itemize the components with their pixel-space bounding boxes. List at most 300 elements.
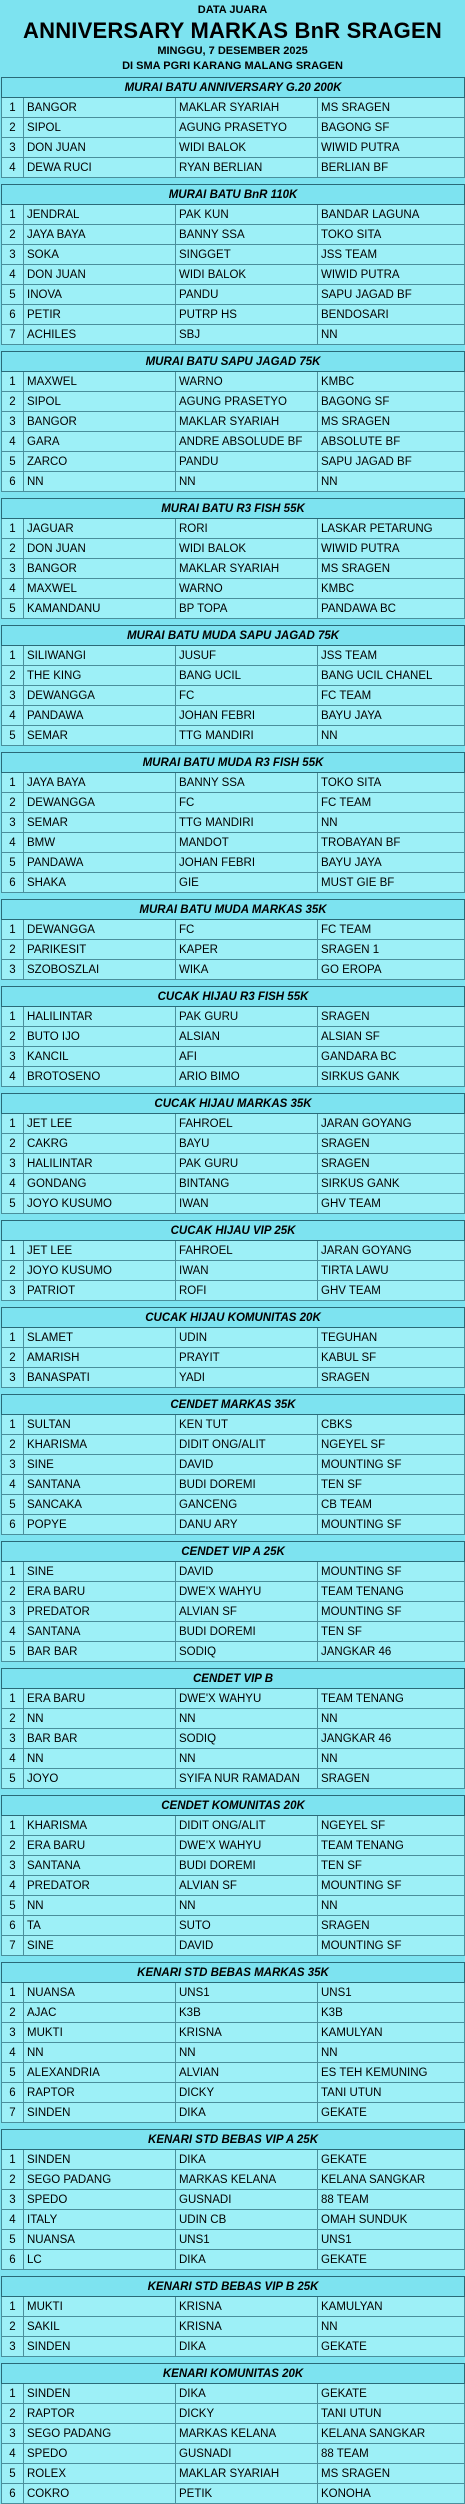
team-cell: NGEYEL SF	[318, 1435, 465, 1455]
team-cell: GHV TEAM	[318, 1194, 465, 1214]
team-cell: KELANA SANGKAR	[318, 2170, 465, 2190]
table-row	[2, 1007, 465, 1027]
rank-cell: 2	[2, 940, 24, 960]
table-row	[2, 392, 465, 412]
owner-cell: MAKLAR SYARIAH	[176, 559, 318, 579]
bird-name-cell: SEMAR	[24, 813, 176, 833]
rank-cell: 4	[2, 1749, 24, 1769]
rank-cell: 4	[2, 265, 24, 285]
team-cell: TOKO SITA	[318, 225, 465, 245]
category-table	[1, 1220, 465, 1301]
team-cell: NN	[318, 1749, 465, 1769]
table-row	[2, 305, 465, 325]
table-row	[2, 2404, 465, 2424]
team-cell: BAGONG SF	[318, 118, 465, 138]
bird-name-cell: ALEXANDRIA	[24, 2063, 176, 2083]
bird-name-cell: ERA BARU	[24, 1582, 176, 1602]
team-cell: NN	[318, 1709, 465, 1729]
rank-cell: 3	[2, 2023, 24, 2043]
owner-cell: BANG UCIL	[176, 666, 318, 686]
bird-name-cell: NN	[24, 472, 176, 492]
bird-name-cell: DEWANGGA	[24, 686, 176, 706]
owner-cell: PANDU	[176, 452, 318, 472]
bird-name-cell: SINE	[24, 1562, 176, 1582]
team-cell: TROBAYAN BF	[318, 833, 465, 853]
bird-name-cell: SINE	[24, 1455, 176, 1475]
team-cell: BAYU JAYA	[318, 706, 465, 726]
category-title: MURAI BATU SAPU JAGAD 75K	[2, 352, 465, 372]
bird-name-cell: SPEDO	[24, 2190, 176, 2210]
bird-name-cell: SOKA	[24, 245, 176, 265]
bird-name-cell: RAPTOR	[24, 2083, 176, 2103]
table-row	[2, 2384, 465, 2404]
bird-name-cell: AMARISH	[24, 1348, 176, 1368]
owner-cell: ALSIAN	[176, 1027, 318, 1047]
owner-cell: UDIN CB	[176, 2210, 318, 2230]
owner-cell: BUDI DOREMI	[176, 1622, 318, 1642]
owner-cell: MARKAS KELANA	[176, 2424, 318, 2444]
owner-cell: FAHROEL	[176, 1114, 318, 1134]
owner-cell: DICKY	[176, 2404, 318, 2424]
owner-cell: PRAYIT	[176, 1348, 318, 1368]
bird-name-cell: ACHILES	[24, 325, 176, 345]
bird-name-cell: KANCIL	[24, 1047, 176, 1067]
table-row	[2, 1642, 465, 1662]
bird-name-cell: BANASPATI	[24, 1368, 176, 1388]
team-cell: TANI UTUN	[318, 2404, 465, 2424]
category-table	[1, 1093, 465, 1214]
owner-cell: WIKA	[176, 960, 318, 980]
rank-cell: 2	[2, 2404, 24, 2424]
bird-name-cell: TA	[24, 1916, 176, 1936]
team-cell: GO EROPA	[318, 960, 465, 980]
bird-name-cell: BAR BAR	[24, 1642, 176, 1662]
table-row	[2, 2103, 465, 2123]
rank-cell: 7	[2, 2103, 24, 2123]
rank-cell: 2	[2, 1709, 24, 1729]
table-row	[2, 833, 465, 853]
team-cell: SRAGEN 1	[318, 940, 465, 960]
table-row	[2, 2444, 465, 2464]
table-row	[2, 265, 465, 285]
table-row	[2, 1241, 465, 1261]
owner-cell: WIDI BALOK	[176, 539, 318, 559]
bird-name-cell: JENDRAL	[24, 205, 176, 225]
header-label: DATA JUARA	[197, 4, 268, 16]
owner-cell: DANU ARY	[176, 1515, 318, 1535]
rank-cell: 1	[2, 519, 24, 539]
team-cell: GEKATE	[318, 2150, 465, 2170]
owner-cell: SODIQ	[176, 1729, 318, 1749]
bird-name-cell: DON JUAN	[24, 138, 176, 158]
owner-cell: ANDRE ABSOLUDE BF	[176, 432, 318, 452]
owner-cell: ARIO BIMO	[176, 1067, 318, 1087]
rank-cell: 3	[2, 559, 24, 579]
owner-cell: AGUNG PRASETYO	[176, 392, 318, 412]
rank-cell: 2	[2, 1435, 24, 1455]
owner-cell: PAK GURU	[176, 1007, 318, 1027]
team-cell: BAGONG SF	[318, 392, 465, 412]
team-cell: KAMULYAN	[318, 2297, 465, 2317]
rank-cell: 1	[2, 2297, 24, 2317]
team-cell: NN	[318, 2043, 465, 2063]
team-cell: ES TEH KEMUNING	[318, 2063, 465, 2083]
bird-name-cell: RAPTOR	[24, 2404, 176, 2424]
owner-cell: KRISNA	[176, 2023, 318, 2043]
rank-cell: 2	[2, 118, 24, 138]
bird-name-cell: SAKIL	[24, 2317, 176, 2337]
owner-cell: DIKA	[176, 2337, 318, 2357]
owner-cell: TTG MANDIRI	[176, 726, 318, 746]
owner-cell: WARNO	[176, 372, 318, 392]
rank-cell: 3	[2, 2424, 24, 2444]
team-cell: MOUNTING SF	[318, 1936, 465, 1956]
owner-cell: WARNO	[176, 579, 318, 599]
rank-cell: 1	[2, 773, 24, 793]
category-table	[1, 1795, 465, 1956]
table-row	[2, 2043, 465, 2063]
bird-name-cell: JOYO KUSUMO	[24, 1261, 176, 1281]
bird-name-cell: DON JUAN	[24, 539, 176, 559]
table-row	[2, 873, 465, 893]
rank-cell: 3	[2, 2190, 24, 2210]
rank-cell: 1	[2, 372, 24, 392]
owner-cell: SODIQ	[176, 1642, 318, 1662]
rank-cell: 6	[2, 2484, 24, 2504]
rank-cell: 4	[2, 1067, 24, 1087]
owner-cell: FAHROEL	[176, 1241, 318, 1261]
bird-name-cell: SULTAN	[24, 1415, 176, 1435]
team-cell: TOKO SITA	[318, 773, 465, 793]
bird-name-cell: JAYA BAYA	[24, 773, 176, 793]
owner-cell: UNS1	[176, 2230, 318, 2250]
team-cell: OMAH SUNDUK	[318, 2210, 465, 2230]
table-row	[2, 1709, 465, 1729]
rank-cell: 7	[2, 325, 24, 345]
owner-cell: NN	[176, 2043, 318, 2063]
team-cell: TEGUHAN	[318, 1328, 465, 1348]
team-cell: UNS1	[318, 2230, 465, 2250]
table-row	[2, 706, 465, 726]
table-row	[2, 666, 465, 686]
table-row	[2, 432, 465, 452]
owner-cell: ALVIAN SF	[176, 1602, 318, 1622]
owner-cell: NN	[176, 1749, 318, 1769]
owner-cell: DWE'X WAHYU	[176, 1689, 318, 1709]
table-row	[2, 1495, 465, 1515]
rank-cell: 2	[2, 2170, 24, 2190]
rank-cell: 6	[2, 472, 24, 492]
table-row	[2, 2150, 465, 2170]
team-cell: SRAGEN	[318, 1134, 465, 1154]
bird-name-cell: ROLEX	[24, 2464, 176, 2484]
owner-cell: BP TOPA	[176, 599, 318, 619]
rank-cell: 4	[2, 1622, 24, 1642]
rank-cell: 2	[2, 1027, 24, 1047]
category-title: CUCAK HIJAU R3 FISH 55K	[2, 987, 465, 1007]
team-cell: SRAGEN	[318, 1916, 465, 1936]
owner-cell: DIKA	[176, 2103, 318, 2123]
table-row	[2, 2464, 465, 2484]
rank-cell: 2	[2, 793, 24, 813]
team-cell: TEN SF	[318, 1622, 465, 1642]
rank-cell: 5	[2, 452, 24, 472]
table-row	[2, 1328, 465, 1348]
rank-cell: 1	[2, 1007, 24, 1027]
owner-cell: SYIFA NUR RAMADAN	[176, 1769, 318, 1789]
table-row	[2, 1515, 465, 1535]
bird-name-cell: BANGOR	[24, 98, 176, 118]
rank-cell: 3	[2, 1154, 24, 1174]
category-title: MURAI BATU MUDA MARKAS 35K	[2, 900, 465, 920]
bird-name-cell: GONDANG	[24, 1174, 176, 1194]
category-table	[1, 1394, 465, 1535]
rank-cell: 2	[2, 1134, 24, 1154]
team-cell: NN	[318, 1896, 465, 1916]
owner-cell: WIDI BALOK	[176, 265, 318, 285]
table-row	[2, 559, 465, 579]
rank-cell: 3	[2, 1281, 24, 1301]
rank-cell: 3	[2, 1047, 24, 1067]
category-table	[1, 899, 465, 980]
rank-cell: 6	[2, 1916, 24, 1936]
table-row	[2, 2297, 465, 2317]
rank-cell: 4	[2, 1876, 24, 1896]
table-row	[2, 285, 465, 305]
table-row	[2, 1936, 465, 1956]
owner-cell: MARKAS KELANA	[176, 2170, 318, 2190]
table-row	[2, 1582, 465, 1602]
rank-cell: 3	[2, 245, 24, 265]
table-row	[2, 960, 465, 980]
owner-cell: DAVID	[176, 1562, 318, 1582]
rank-cell: 6	[2, 873, 24, 893]
rank-cell: 3	[2, 960, 24, 980]
bird-name-cell: MUKTI	[24, 2023, 176, 2043]
table-row	[2, 2083, 465, 2103]
team-cell: MOUNTING SF	[318, 1562, 465, 1582]
owner-cell: DWE'X WAHYU	[176, 1836, 318, 1856]
rank-cell: 5	[2, 599, 24, 619]
team-cell: CBKS	[318, 1415, 465, 1435]
rank-cell: 3	[2, 1856, 24, 1876]
table-row	[2, 2250, 465, 2270]
bird-name-cell: PREDATOR	[24, 1876, 176, 1896]
owner-cell: BAYU	[176, 1134, 318, 1154]
rank-cell: 4	[2, 833, 24, 853]
category-title: CUCAK HIJAU MARKAS 35K	[2, 1094, 465, 1114]
owner-cell: AGUNG PRASETYO	[176, 118, 318, 138]
owner-cell: BANNY SSA	[176, 773, 318, 793]
table-row	[2, 2230, 465, 2250]
table-row	[2, 686, 465, 706]
category-title: CENDET MARKAS 35K	[2, 1395, 465, 1415]
category-title: CENDET VIP A 25K	[2, 1542, 465, 1562]
table-row	[2, 2003, 465, 2023]
rank-cell: 3	[2, 1368, 24, 1388]
bird-name-cell: DON JUAN	[24, 265, 176, 285]
team-cell: CB TEAM	[318, 1495, 465, 1515]
bird-name-cell: PARIKESIT	[24, 940, 176, 960]
category-table	[1, 1668, 465, 1789]
team-cell: NGEYEL SF	[318, 1816, 465, 1836]
rank-cell: 5	[2, 2063, 24, 2083]
owner-cell: DIDIT ONG/ALIT	[176, 1816, 318, 1836]
table-row	[2, 519, 465, 539]
owner-cell: FC	[176, 793, 318, 813]
rank-cell: 5	[2, 1194, 24, 1214]
table-row	[2, 1816, 465, 1836]
team-cell: MS SRAGEN	[318, 412, 465, 432]
rank-cell: 5	[2, 853, 24, 873]
bird-name-cell: AJAC	[24, 2003, 176, 2023]
bird-name-cell: JET LEE	[24, 1114, 176, 1134]
table-row	[2, 1368, 465, 1388]
owner-cell: SBJ	[176, 325, 318, 345]
team-cell: TEAM TENANG	[318, 1836, 465, 1856]
team-cell: K3B	[318, 2003, 465, 2023]
table-row	[2, 452, 465, 472]
team-cell: TEN SF	[318, 1475, 465, 1495]
rank-cell: 4	[2, 432, 24, 452]
category-table	[1, 77, 465, 178]
table-row	[2, 1896, 465, 1916]
rank-cell: 1	[2, 1114, 24, 1134]
bird-name-cell: THE KING	[24, 666, 176, 686]
rank-cell: 2	[2, 225, 24, 245]
rank-cell: 5	[2, 2230, 24, 2250]
bird-name-cell: SANCAKA	[24, 1495, 176, 1515]
rank-cell: 1	[2, 98, 24, 118]
table-row	[2, 793, 465, 813]
table-row	[2, 940, 465, 960]
owner-cell: YADI	[176, 1368, 318, 1388]
rank-cell: 3	[2, 138, 24, 158]
results-sections	[0, 77, 465, 2504]
owner-cell: RYAN BERLIAN	[176, 158, 318, 178]
team-cell: ALSIAN SF	[318, 1027, 465, 1047]
team-cell: WIWID PUTRA	[318, 265, 465, 285]
owner-cell: WIDI BALOK	[176, 138, 318, 158]
owner-cell: MAKLAR SYARIAH	[176, 412, 318, 432]
rank-cell: 2	[2, 1348, 24, 1368]
bird-name-cell: BUTO IJO	[24, 1027, 176, 1047]
category-table	[1, 351, 465, 492]
table-row	[2, 2210, 465, 2230]
event-title: ANNIVERSARY MARKAS BnR SRAGEN	[23, 18, 442, 43]
table-row	[2, 1876, 465, 1896]
team-cell: GANDARA BC	[318, 1047, 465, 1067]
bird-name-cell: CAKRG	[24, 1134, 176, 1154]
table-row	[2, 325, 465, 345]
team-cell: FC TEAM	[318, 920, 465, 940]
owner-cell: TTG MANDIRI	[176, 813, 318, 833]
table-row	[2, 118, 465, 138]
team-cell: BANG UCIL CHANEL	[318, 666, 465, 686]
rank-cell: 1	[2, 920, 24, 940]
bird-name-cell: BMW	[24, 833, 176, 853]
rank-cell: 4	[2, 579, 24, 599]
bird-name-cell: SANTANA	[24, 1856, 176, 1876]
table-row	[2, 2190, 465, 2210]
rank-cell: 2	[2, 1836, 24, 1856]
table-row	[2, 1261, 465, 1281]
owner-cell: BUDI DOREMI	[176, 1856, 318, 1876]
owner-cell: ROFI	[176, 1281, 318, 1301]
rank-cell: 1	[2, 205, 24, 225]
table-row	[2, 1281, 465, 1301]
bird-name-cell: HALILINTAR	[24, 1154, 176, 1174]
rank-cell: 4	[2, 2043, 24, 2063]
table-row	[2, 1769, 465, 1789]
rank-cell: 5	[2, 285, 24, 305]
category-title: CENDET VIP B	[2, 1669, 465, 1689]
owner-cell: AFI	[176, 1047, 318, 1067]
bird-name-cell: DEWANGGA	[24, 920, 176, 940]
rank-cell: 3	[2, 686, 24, 706]
rank-cell: 1	[2, 1241, 24, 1261]
bird-name-cell: JET LEE	[24, 1241, 176, 1261]
bird-name-cell: SLAMET	[24, 1328, 176, 1348]
table-row	[2, 1154, 465, 1174]
category-title: KENARI STD BEBAS VIP B 25K	[2, 2277, 465, 2297]
bird-name-cell: JAGUAR	[24, 519, 176, 539]
team-cell: NN	[318, 2317, 465, 2337]
table-row	[2, 1174, 465, 1194]
table-row	[2, 599, 465, 619]
table-row	[2, 472, 465, 492]
event-date: MINGGU, 7 DESEMBER 2025	[157, 45, 308, 57]
rank-cell: 2	[2, 539, 24, 559]
owner-cell: PANDU	[176, 285, 318, 305]
owner-cell: NN	[176, 1709, 318, 1729]
bird-name-cell: NN	[24, 1749, 176, 1769]
table-row	[2, 1067, 465, 1087]
owner-cell: DAVID	[176, 1936, 318, 1956]
table-row	[2, 2337, 465, 2357]
table-row	[2, 920, 465, 940]
rank-cell: 1	[2, 2384, 24, 2404]
team-cell: SAPU JAGAD BF	[318, 452, 465, 472]
team-cell: MOUNTING SF	[318, 1876, 465, 1896]
table-row	[2, 1729, 465, 1749]
bird-name-cell: SIPOL	[24, 392, 176, 412]
table-row	[2, 98, 465, 118]
bird-name-cell: NN	[24, 2043, 176, 2063]
team-cell: SRAGEN	[318, 1769, 465, 1789]
bird-name-cell: ERA BARU	[24, 1836, 176, 1856]
owner-cell: GANCENG	[176, 1495, 318, 1515]
bird-name-cell: NUANSA	[24, 2230, 176, 2250]
owner-cell: PAK GURU	[176, 1154, 318, 1174]
owner-cell: MAKLAR SYARIAH	[176, 2464, 318, 2484]
rank-cell: 3	[2, 412, 24, 432]
owner-cell: GUSNADI	[176, 2190, 318, 2210]
bird-name-cell: KAMANDANU	[24, 599, 176, 619]
bird-name-cell: SIPOL	[24, 118, 176, 138]
owner-cell: DIKA	[176, 2150, 318, 2170]
rank-cell: 2	[2, 392, 24, 412]
bird-name-cell: PANDAWA	[24, 706, 176, 726]
rank-cell: 6	[2, 2250, 24, 2270]
team-cell: SIRKUS GANK	[318, 1174, 465, 1194]
table-row	[2, 225, 465, 245]
rank-cell: 2	[2, 1582, 24, 1602]
table-row	[2, 2023, 465, 2043]
rank-cell: 4	[2, 2444, 24, 2464]
rank-cell: 3	[2, 1729, 24, 1749]
category-title: MURAI BATU MUDA R3 FISH 55K	[2, 753, 465, 773]
